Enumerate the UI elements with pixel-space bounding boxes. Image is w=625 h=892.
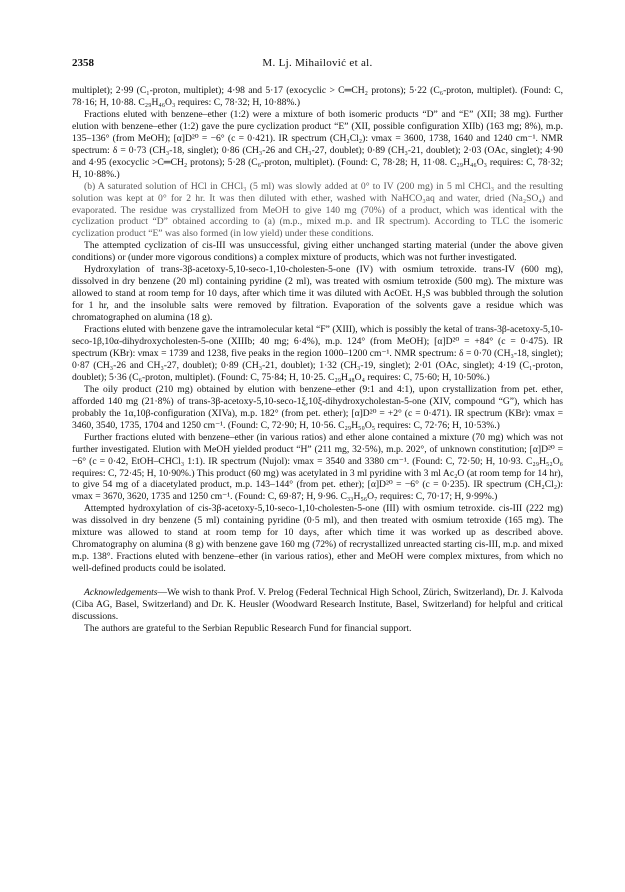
page-header bbox=[72, 57, 563, 73]
paragraph-oily-product: The oily product (210 mg) obtained by elution with benzene–ether (9:1 and 4:1), upon crystallization from pet. ether, afforded 140 mg (21·8%) of trans-3β-acetoxy-5,10-seco-1ξ,10ξ-dihydroxycholestan-5-one (XIV, compound “G”), which has probably the 1α,10β-configuration (XIVa), m.p. 182° (from pet. ether); [α]D²⁰ = +2° (c = 0·471). IR spectrum (KBr): νmax = 3460, 3540, 1735, 1704 and 1250 cm⁻¹. (Found: C, 72·90; H, 10·56. C₂₉H₅₀O₅ requires: C, 72·76; H, 10·53%.) bbox=[72, 383, 563, 431]
page-number: 2358 bbox=[72, 57, 94, 69]
running-title: M. Lj. Mihailović et al. bbox=[262, 57, 373, 69]
funding-statement: The authors are grateful to the Serbian Republic Research Fund for financial support. bbox=[84, 622, 412, 634]
acknowledgements-heading: Acknowledgements bbox=[84, 587, 158, 599]
acknowledgements-text: —We wish to thank Prof. V. Prelog (Federal Technical High School, Zürich, Switzerland), Dr. J. Kalvoda (Ciba AG, Basel, Switzerland) and Dr. K. Heusler (Woodward Research Institute, Basel, Switzerland) for helpful and critical discussions. bbox=[72, 587, 563, 622]
paragraph-ketal-f: Fractions eluted with benzene gave the intramolecular ketal “F” (XIII), which is possibly the ketal of trans-3β-acetoxy-5,10-seco-1β,10α-dihydroxycholesten-5-one (XIIIb; 40 mg; 6·4%), m.p. 124° (from MeOH); [α]D²⁰ = +84° (c = 0·475). IR spectrum (KBr): νmax = 1739 and 1238, five peaks in the region 1000–1200 cm⁻¹. NMR spectrum: δ = 0·70 (CH₃-18, singlet); 0·87 (CH₃-26 and CH₃-27, doublet); 0·89 (CH₃-21, doublet); 1·32 (CH₃-19, singlet); 2·01 (OAc, singlet); 4·19 (C₁-proton, doublet); 5·36 (C₆-proton, multiplet). (Found: C, 75·84; H, 10·25. C₂₉H₄₈O₄ requires: C, 75·60; H, 10·50%.) bbox=[72, 324, 563, 383]
paragraph-hcl-cyclization: (b) A saturated solution of HCl in CHCl₃ (5 ml) was slowly added at 0° to IV (200 mg) in 5 ml CHCl₃ and the resulting solution was kept at 0° for 2 hr. It was then diluted with ether, washed with NaHCO₃aq and water, dried (Na₂SO₄) and evaporated. The residue was crystallized from MeOH to give 140 mg (70%) of a product, which was identical with the cyclization product “D” obtained according to (a) (m.p., mixed m.p. and IR spectrum). According to TLC the isomeric cyclization product “E” was also formed (in low yield) under these conditions. bbox=[72, 180, 563, 240]
paragraph-attempted-hydroxylation: Attempted hydroxylation of cis-3β-acetoxy-5,10-seco-1,10-cholesten-5-one (III) with osmium tetroxide. cis-III (222 mg) was dissolved in dry benzene (5 ml) containing pyridine (0·5 ml), and then treated with osmium tetroxide (165 mg). The mixture was allowed to stand at room temp for 10 days, after which time it was worked up as described above. Chromatography on alumina (8 g) with benzene gave 160 mg (72%) of recrystallized unreacted starting cis-III, m.p. and mixed m.p. 138°. Fractions eluted with benzene–ether (in various ratios), ether and MeOH were complex mixtures, from which no well-defined products could be isolated. bbox=[72, 503, 563, 575]
paragraph-hydroxylation-trans: Hydroxylation of trans-3β-acetoxy-5,10-seco-1,10-cholesten-5-one (IV) with osmium tetroxide. trans-IV (600 mg), dissolved in dry benzene (20 ml) containing pyridine (2 ml), was treated with osmium tetroxide (500 mg). The mixture was allowed to stand at room temp for 10 days, after which time it was diluted with AcOEt. H₂S was bubbled through the solution for 1 hr, and the insoluble salts were removed by filtration. Evaporation of the solvents gave a residue which was chromatographed on alumina (18 g). bbox=[72, 264, 563, 324]
paragraph-product-h: Further fractions eluted with benzene–ether (in various ratios) and ether alone contained a mixture (70 mg) which was not further investigated. Elution with MeOH yielded product “H” (211 mg, 32·5%), m.p. 202°, of unknown constitution; [α]D²⁰ = −6° (c = 0·42, EtOH–CHCl₃ 1:1). IR spectrum (Nujol): νmax = 3540 and 3380 cm⁻¹. (Found: C, 72·50; H, 10·93. C₂₉H₅₂O₆ requires: C, 72·45; H, 10·90%.) This product (60 mg) was acetylated in 3 ml pyridine with 3 ml Ac₂O (at room temp for 14 hr), to give 54 mg of a diacetylated product, m.p. 143–144° (from pet. ether); [α]D²⁰ = −6° (c = 0·235). IR spectrum (CH₂Cl₂): νmax = 3670, 3620, 1735 and 1250 cm⁻¹. (Found: C, 69·87; H, 9·96. C₃₃H₅₆O₇ requires: C, 70·17; H, 9·99%.) bbox=[72, 431, 563, 503]
paragraph-continuation: multiplet); 2·99 (C₁-proton, multiplet); 4·98 and 5·17 (exocyclic > C═CH₂ protons); 5·22 (C₆-proton, multiplet). (Found: C, 78·16; H, 10·88. C₂₉H₄₆O₃ requires: C, 78·32; H, 10·88%.) bbox=[72, 85, 563, 108]
acknowledgements bbox=[72, 587, 563, 623]
paragraph-fractions-e: Fractions eluted with benzene–ether (1:2) were a mixture of both isomeric products “D” and “E” (XII; 38 mg). Further elution with benzene–ether (1:2) gave the pure cyclization product “E” (XII, possible configuration XIIb) (163 mg; 8%), m.p. 135–136° (from MeOH); [α]D²⁰ = −6° (c = 0·421). IR spectrum (CH₂Cl₂): νmax = 3600, 1738, 1640 and 1240 cm⁻¹. NMR spectrum: δ = 0·73 (CH₃-18, singlet); 0·86 (CH₃-26 and CH₃-27, doublet); 0·89 (CH₃-21, doublet); 2·03 (OAc, singlet); 4·90 and 4·95 (exocyclic >C═CH₂ protons); 5·28 (C₆-proton, multiplet). (Found: C, 78·28; H, 11·08. C₂₉H₄₆O₃ requires: C, 78·32; H, 10·88%.) bbox=[72, 108, 563, 180]
paragraph-cis-iii-cyclization: The attempted cyclization of cis-III was unsuccessful, giving either unchanged starting material (under the above given conditions) or (under more vigorous conditions) a complex mixture of products, which was not further investigated. bbox=[72, 240, 563, 264]
body-text bbox=[72, 85, 563, 635]
